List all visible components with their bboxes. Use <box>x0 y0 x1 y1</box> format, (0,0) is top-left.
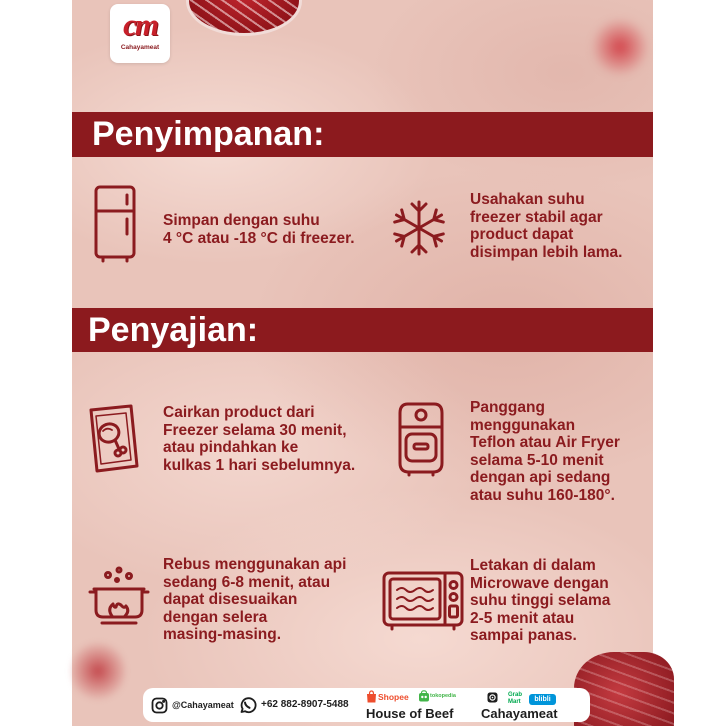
text-line: masing-masing. <box>163 626 281 644</box>
text-line: product dapat <box>470 226 574 244</box>
storage-text-fridge <box>163 212 355 247</box>
serving-text-microwave <box>470 557 610 645</box>
text-line: menggunakan <box>470 416 576 434</box>
serving-text-air-fryer <box>470 399 620 505</box>
air-fryer-icon <box>397 401 445 477</box>
grab-mart-label: Grab Mart <box>508 692 523 705</box>
serving-text-thaw <box>163 404 355 474</box>
meat-decoration-bottom-left <box>70 640 126 702</box>
text-line: Usahakan suhu <box>470 191 585 208</box>
text-line: Letakan di dalam <box>470 557 596 574</box>
text-line: atau pindahkan ke <box>163 439 299 457</box>
text-line: kulkas 1 hari sebelumnya. <box>163 456 356 474</box>
shopee-icon <box>366 690 377 703</box>
text-line: 2-5 menit atau <box>470 609 575 627</box>
whatsapp-number: +62 882-8907-5488 <box>261 699 349 710</box>
text-line: freezer stabil agar <box>470 208 603 226</box>
whatsapp-icon <box>238 696 257 715</box>
logo-mark: cm <box>123 7 157 42</box>
text-line: selama 5-10 menit <box>470 451 604 469</box>
text-line: sedang 6-8 menit, atau <box>163 573 331 591</box>
text-line: suhu tinggi selama <box>470 592 611 610</box>
text-line: dapat disesuaikan <box>163 591 298 609</box>
section-header-serving: Penyajian: <box>72 308 653 352</box>
storage-text-freezer <box>470 191 622 261</box>
blibli-label: blibli <box>529 694 556 705</box>
brand-logo <box>110 4 170 63</box>
shopee-label: Shopee <box>378 692 409 702</box>
text-line: sampai panas. <box>470 627 577 645</box>
text-line: Cairkan product dari <box>163 404 315 421</box>
text-line: atau suhu 160-180°. <box>470 486 615 504</box>
gojek-icon <box>487 692 498 703</box>
logo-name: Cahayameat <box>120 44 160 51</box>
text-line: dengan selera <box>163 608 268 626</box>
text-line: 4 °C atau -18 °C di freezer. <box>163 229 355 247</box>
fridge-icon <box>93 184 139 264</box>
snowflake-icon <box>389 198 449 258</box>
text-line: Simpan dengan suhu <box>163 212 320 229</box>
text-line: Panggang <box>470 399 545 416</box>
boiling-pot-icon <box>88 566 150 626</box>
serving-text-boil <box>163 556 346 644</box>
tokopedia-label: tokopedia <box>430 693 456 699</box>
text-line: Freezer selama 30 menit, <box>163 421 347 439</box>
thaw-package-icon <box>86 403 140 475</box>
instagram-icon <box>151 697 168 714</box>
store-name-cahayameat: Cahayameat <box>481 706 558 721</box>
text-line: dengan api sedang <box>470 469 611 487</box>
text-line: Microwave dengan <box>470 574 609 592</box>
text-line: Teflon atau Air Fryer <box>470 434 620 452</box>
text-line: disimpan lebih lama. <box>470 243 623 261</box>
text-line: Rebus menggunakan api <box>163 556 347 573</box>
microwave-icon <box>382 571 464 631</box>
section-header-storage: Penyimpanan: <box>72 112 653 157</box>
tokopedia-icon <box>418 690 430 702</box>
store-name-house-of-beef: House of Beef <box>366 706 454 721</box>
instagram-handle: @Cahayameat <box>172 700 234 710</box>
meat-decoration-top-right <box>590 18 650 76</box>
